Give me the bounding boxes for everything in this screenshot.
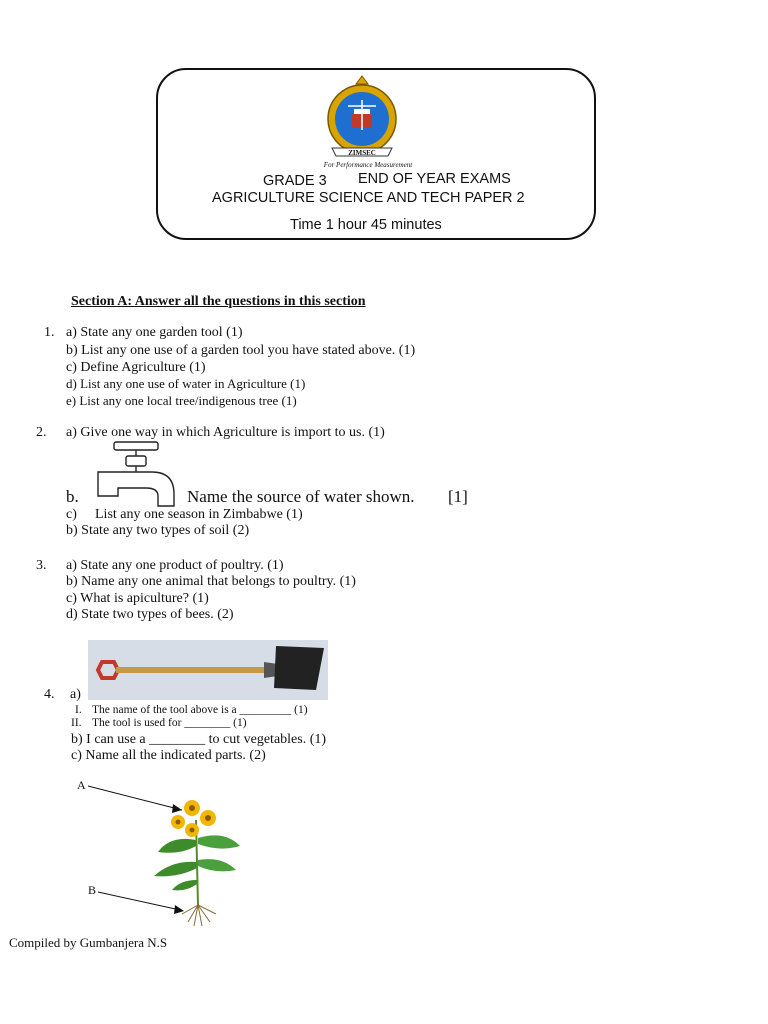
exam-title: END OF YEAR EXAMS — [358, 171, 511, 187]
sunflower-diagram — [80, 780, 260, 930]
zimsec-logo — [318, 74, 428, 170]
q2-b-label: b. — [66, 487, 79, 506]
q4-i-label: I. — [75, 704, 82, 716]
q3-d: d) State two types of bees. (2) — [66, 607, 234, 622]
q2-a: a) Give one way in which Agriculture is import to us. (1) — [66, 425, 385, 440]
q4-a-label: a) — [70, 687, 81, 702]
q1-c: c) Define Agriculture (1) — [66, 360, 206, 375]
q4-c: c) Name all the indicated parts. (2) — [71, 748, 266, 763]
logo-text: ZIMSEC — [348, 149, 376, 157]
q3-b: b) Name any one animal that belongs to poultry. (1) — [66, 574, 356, 589]
section-title: Section A: Answer all the questions in this section — [71, 294, 366, 309]
plant-label-b: B — [88, 883, 97, 897]
q4-b: b) I can use a ________ to cut vegetables. (1) — [71, 732, 327, 747]
q3-a: a) State any one product of poultry. (1) — [66, 558, 284, 573]
subject-title: AGRICULTURE SCIENCE AND TECH PAPER 2 — [212, 190, 525, 206]
q4-number: 4. — [44, 687, 55, 702]
footer-credit: Compiled by Gumbanjera N.S — [9, 935, 168, 950]
grade-label: GRADE 3 — [263, 173, 327, 189]
q3-number: 3. — [36, 558, 47, 573]
q1-b: b) List any one use of a garden tool you have stated above. (1) — [66, 343, 416, 358]
q2-b-marks: [1] — [448, 487, 468, 506]
q4-ii-text: The tool is used for ________ (1) — [92, 717, 247, 729]
logo-motto: For Performance Measurement — [323, 161, 413, 169]
q2-number: 2. — [36, 425, 47, 440]
water-tap-image — [96, 440, 176, 508]
q1-a: a) State any one garden tool (1) — [66, 325, 243, 340]
q1-e: e) List any one local tree/indigenous tree (1) — [66, 393, 297, 408]
q2-c-text: List any one season in Zimbabwe (1) — [95, 507, 303, 522]
q2-c-label: c) — [66, 507, 77, 522]
plant-label-a: A — [77, 778, 86, 792]
q3-c: c) What is apiculture? (1) — [66, 591, 209, 606]
shovel-image — [88, 640, 328, 700]
q2-d: b) State any two types of soil (2) — [66, 523, 250, 538]
q1-number: 1. — [44, 325, 55, 340]
q1-d: d) List any one use of water in Agriculture (1) — [66, 376, 306, 391]
q4-ii-label: II. — [71, 717, 82, 729]
q2-b-text: Name the source of water shown. — [187, 487, 415, 506]
q4-i-text: The name of the tool above is a _________ (1) — [92, 704, 308, 716]
exam-time: Time 1 hour 45 minutes — [290, 217, 442, 233]
